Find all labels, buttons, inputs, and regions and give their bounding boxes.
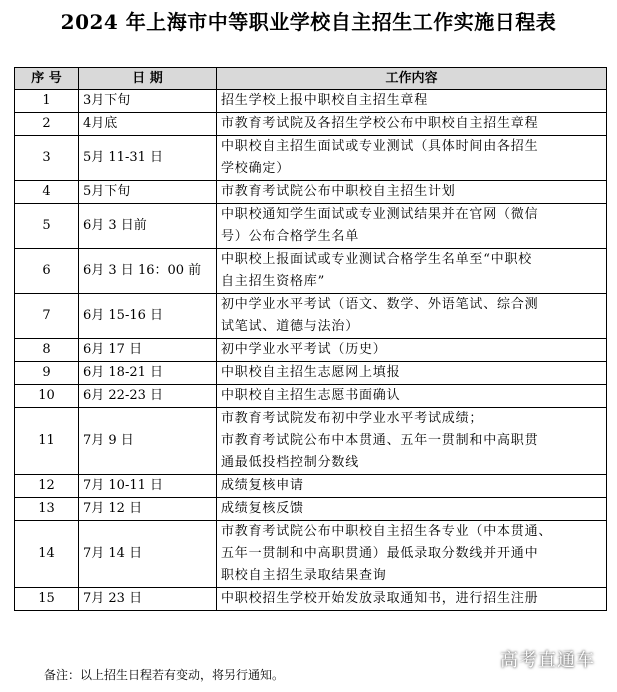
row-date: 6月 15-16 日	[79, 294, 217, 339]
row-date: 6月 3 日 16：00 前	[79, 249, 217, 294]
table-header-row	[15, 68, 607, 90]
row-content-line: 市教育考试院公布中本贯通、五年一贯制和中高职贯	[221, 433, 539, 448]
row-content-line: 初中学业水平考试（历史）	[221, 342, 387, 357]
row-content-line: 成绩复核申请	[221, 478, 304, 493]
row-number: 5	[15, 204, 79, 249]
row-number: 2	[15, 113, 79, 136]
row-number: 14	[15, 521, 79, 588]
row-content-line: 中职校自主招生志愿书面确认	[221, 388, 401, 403]
row-date: 3月下旬	[79, 90, 217, 113]
row-content-line: 学校确定）	[221, 161, 291, 176]
row-content	[217, 204, 607, 249]
row-date: 5月下旬	[79, 181, 217, 204]
row-content-line: 通最低投档控制分数线	[221, 455, 360, 470]
row-content-line: 试笔试、道德与法治）	[221, 319, 360, 334]
row-date: 6月 22-23 日	[79, 385, 217, 408]
row-content-line: 市教育考试院公布中职校自主招生各专业（中本贯通、	[221, 524, 553, 539]
table-row	[15, 204, 607, 249]
row-number: 13	[15, 498, 79, 521]
table-row	[15, 249, 607, 294]
row-number: 8	[15, 339, 79, 362]
table-row	[15, 294, 607, 339]
row-number: 9	[15, 362, 79, 385]
row-date: 7月 10-11 日	[79, 475, 217, 498]
table-row	[15, 588, 607, 611]
row-content-line: 成绩复核反馈	[221, 501, 304, 516]
row-number: 7	[15, 294, 79, 339]
row-date: 7月 23 日	[79, 588, 217, 611]
table-body	[15, 90, 607, 611]
footnote: 备注：以上招生日程若有变动，将另行通知。	[44, 668, 285, 682]
row-date: 7月 12 日	[79, 498, 217, 521]
row-content-line: 五年一贯制和中高职贯通）最低录取分数线并开通中	[221, 546, 539, 561]
row-content	[217, 90, 607, 113]
row-content	[217, 339, 607, 362]
header-no: 序 号	[15, 68, 79, 90]
row-content-line: 号）公布合格学生名单	[221, 229, 360, 244]
row-date: 6月 3 日前	[79, 204, 217, 249]
row-date: 5月 11-31 日	[79, 136, 217, 181]
table-row	[15, 385, 607, 408]
row-date: 7月 9 日	[79, 408, 217, 475]
row-number: 15	[15, 588, 79, 611]
table-row	[15, 90, 607, 113]
header-content: 工作内容	[217, 68, 607, 90]
row-content-line: 中职校上报面试或专业测试合格学生名单至“中职校	[221, 252, 533, 267]
row-content	[217, 588, 607, 611]
row-number: 4	[15, 181, 79, 204]
row-content-line: 中职校自主招生志愿网上填报	[221, 365, 401, 380]
row-content	[217, 294, 607, 339]
row-number: 1	[15, 90, 79, 113]
table-row	[15, 136, 607, 181]
table-row	[15, 181, 607, 204]
row-content	[217, 362, 607, 385]
row-number: 6	[15, 249, 79, 294]
row-number: 10	[15, 385, 79, 408]
row-date: 6月 17 日	[79, 339, 217, 362]
row-content	[217, 521, 607, 588]
table-row	[15, 362, 607, 385]
row-content-line: 市教育考试院及各招生学校公布中职校自主招生章程	[221, 116, 539, 131]
row-content-line: 招生学校上报中职校自主招生章程	[221, 93, 429, 108]
row-content-line: 中职校通知学生面试或专业测试结果并在官网（微信	[221, 207, 539, 222]
row-date: 6月 18-21 日	[79, 362, 217, 385]
row-number: 3	[15, 136, 79, 181]
watermark: 高考直通车	[500, 650, 595, 671]
table-row	[15, 339, 607, 362]
row-content	[217, 498, 607, 521]
table-row	[15, 408, 607, 475]
row-content-line: 中职校招生学校开始发放录取通知书，进行招生注册	[221, 591, 539, 606]
table-row	[15, 498, 607, 521]
row-content-line: 中职校自主招生面试或专业测试（具体时间由各招生	[221, 139, 539, 154]
table-row	[15, 475, 607, 498]
row-content	[217, 385, 607, 408]
row-content	[217, 136, 607, 181]
row-number: 12	[15, 475, 79, 498]
page-title: 2024 年上海市中等职业学校自主招生工作实施日程表	[60, 10, 557, 34]
row-content-line: 自主招生资格库”	[221, 274, 326, 289]
row-content	[217, 408, 607, 475]
row-date: 7月 14 日	[79, 521, 217, 588]
row-content	[217, 475, 607, 498]
row-content-line: 市教育考试院发布初中学业水平考试成绩；	[221, 411, 484, 426]
row-content	[217, 249, 607, 294]
schedule-table	[14, 67, 607, 611]
row-content	[217, 181, 607, 204]
row-content	[217, 113, 607, 136]
row-content-line: 职校自主招生录取结果查询	[221, 568, 387, 583]
header-date: 日 期	[79, 68, 217, 90]
row-content-line: 市教育考试院公布中职校自主招生计划	[221, 184, 456, 199]
table-row	[15, 521, 607, 588]
row-content-line: 初中学业水平考试（语文、数学、外语笔试、综合测	[221, 297, 539, 312]
row-number: 11	[15, 408, 79, 475]
row-date: 4月底	[79, 113, 217, 136]
table-row	[15, 113, 607, 136]
